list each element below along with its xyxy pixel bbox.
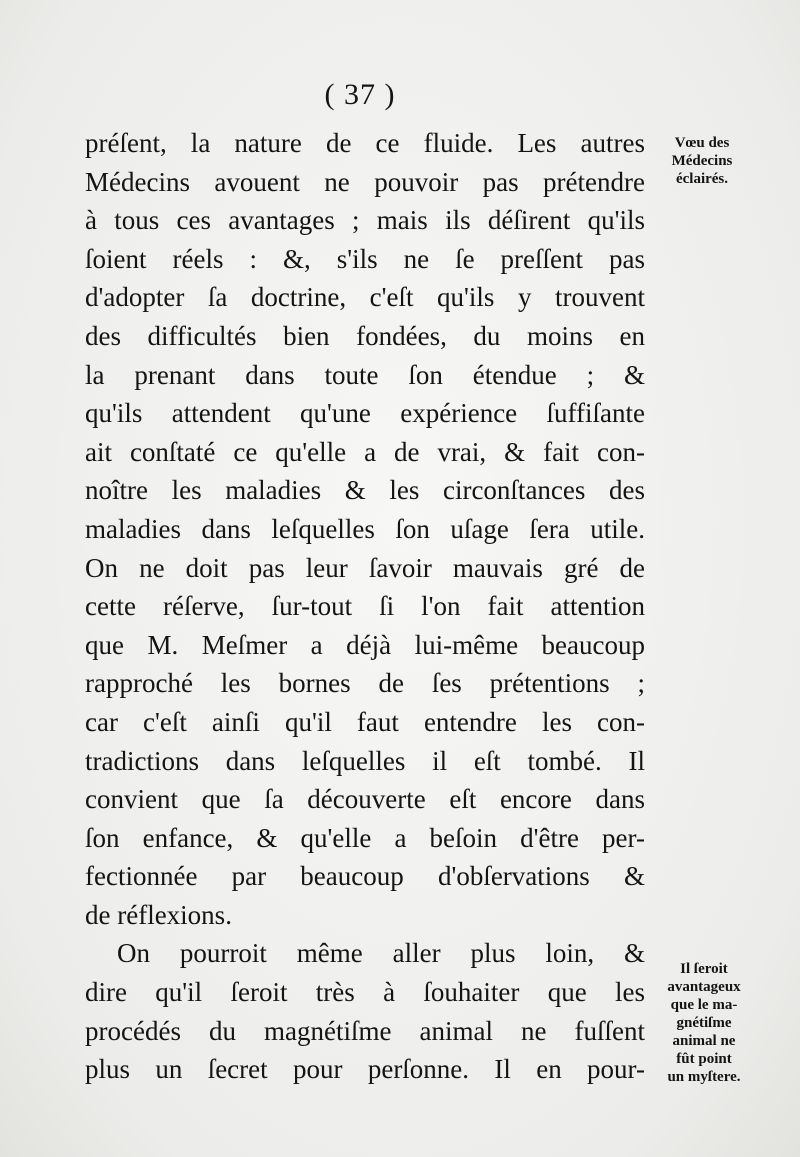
- text-line: préſent, la nature de ce fluide. Les autres: [85, 128, 645, 158]
- margin-note-line: Il ſeroit: [680, 961, 728, 977]
- text-line: cette réſerve, ſur-tout ſi l'on fait attention: [85, 591, 645, 622]
- text-line: dire qu'il ſeroit très à ſouhaiter que les: [85, 977, 645, 1008]
- text-line: plus un ſecret pour perſonne. Il en pour-: [85, 1054, 645, 1085]
- body-text: [85, 124, 645, 1089]
- margin-note-line: éclairés.: [675, 171, 729, 187]
- text-line: tradictions dans leſquelles il eſt tombé. Il: [85, 745, 645, 776]
- text-line: à tous ces avantages ; mais ils déſirent qu'ils: [85, 205, 645, 236]
- text-line: On pourroit même aller plus loin, &: [117, 938, 645, 969]
- margin-note-line: gnétiſme: [676, 1015, 732, 1031]
- margin-note-line: animal ne: [672, 1033, 736, 1049]
- text-line: On ne doit pas leur ſavoir mauvais gré de: [85, 552, 645, 583]
- text-line: que M. Meſmer a déjà lui-même beaucoup: [85, 629, 645, 660]
- text-line: ait conſtaté ce qu'elle a de vrai, & fait con-: [85, 436, 645, 467]
- text-line: Médecins avouent ne pouvoir pas prétendre: [85, 166, 645, 197]
- text-line: d'adopter ſa doctrine, c'eſt qu'ils y trouvent: [85, 282, 645, 313]
- text-line: ſon enfance, & qu'elle a beſoin d'être per-: [85, 822, 645, 853]
- margin-note-seroit: [646, 960, 762, 1086]
- text-line: fectionnée par beaucoup d'obſervations &: [85, 861, 645, 892]
- text-line: qu'ils attendent qu'une expérience ſuffiſante: [85, 398, 645, 429]
- text-line: procédés du magnétiſme animal ne fuſſent: [85, 1015, 645, 1046]
- text-line: des difficultés bien fondées, du moins en: [85, 320, 645, 351]
- margin-note-voeu: [646, 134, 758, 188]
- text-line: car c'eſt ainſi qu'il faut entendre les con-: [85, 706, 645, 737]
- text-line: noître les maladies & les circonſtances des: [85, 475, 645, 506]
- margin-note-line: avantageux: [667, 979, 741, 995]
- margin-note-line: Médecins: [671, 153, 733, 169]
- margin-note-line: fût point: [676, 1051, 732, 1067]
- margin-note-line: Vœu des: [674, 135, 730, 151]
- margin-note-line: que le ma-: [670, 997, 738, 1013]
- page-number: ( 37 ): [324, 78, 396, 111]
- text-line: maladies dans leſquelles ſon uſage ſera utile.: [85, 513, 645, 544]
- text-line: convient que ſa découverte eſt encore dans: [85, 784, 645, 815]
- margin-note-line: un myſtere.: [667, 1069, 741, 1085]
- text-line: ſoient réels : &, s'ils ne ſe preſſent pas: [85, 243, 645, 274]
- text-line: rapproché les bornes de ſes prétentions ;: [85, 668, 645, 699]
- text-line: de réflexions.: [85, 899, 232, 930]
- text-line: la prenant dans toute ſon étendue ; &: [85, 359, 645, 390]
